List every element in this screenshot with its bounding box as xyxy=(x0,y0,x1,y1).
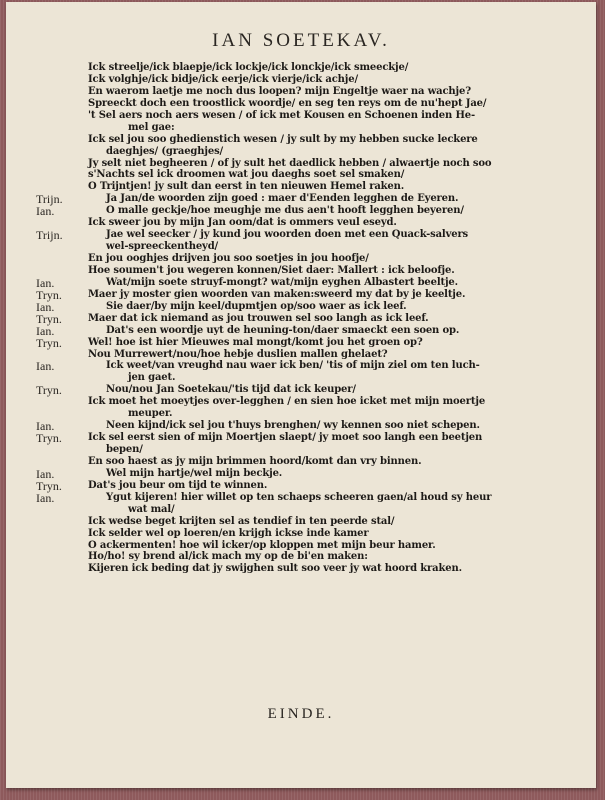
verse-line xyxy=(6,62,596,74)
speaker-label: Trijn. xyxy=(36,192,63,207)
speaker-label: Ian. xyxy=(36,419,55,434)
speaker-label: Ian. xyxy=(36,323,55,338)
verse-line xyxy=(6,504,596,516)
verse-text: O ackermenten! hoe wil icker/op kloppen met mijn beur hamer. xyxy=(88,539,436,551)
verse-text: wat mal/ xyxy=(128,503,175,515)
verse-text: Ick sweer jou by mijn Jan oom/dat is ommers veul eseyd. xyxy=(88,217,397,229)
verse-line xyxy=(6,480,596,492)
verse-line xyxy=(6,468,596,480)
verse-text: Ygut kijeren! hier willet op ten schaeps scheeren gaen/al houd sy heur xyxy=(106,491,492,503)
verse-line xyxy=(6,74,596,86)
verse-line xyxy=(6,110,596,122)
speaker-label: Tryn. xyxy=(36,383,62,398)
verse-text: Ick moet het moeytjes over-legghen / en sien hoe icket met mijn moertje xyxy=(88,396,486,408)
verse-text: 't Sel aers noch aers wesen / of ick met Kousen en Schoenen inden He- xyxy=(88,109,475,121)
verse-line xyxy=(6,146,596,158)
verse-text: Ick volghje/ick bidje/ick eerje/ick vierje/ick achje/ xyxy=(88,73,358,85)
verse-text: O Trijntjen! jy sult dan eerst in ten nieuwen Hemel raken. xyxy=(88,181,405,193)
verse-line xyxy=(6,349,596,361)
speaker-label: Ian. xyxy=(36,299,55,314)
verse-line xyxy=(6,360,596,372)
verse-line xyxy=(6,205,596,217)
verse-line xyxy=(6,516,596,528)
verse-text: Wat/mijn soete struyf-mongt? wat/mijn eyghen Albastert beeltje. xyxy=(106,276,458,288)
verse-text: wel-spreeckentheyd/ xyxy=(106,241,219,253)
verse-text: Spreeckt doch een troostlick woordje/ en seg ten reys om de nu'hept Jae/ xyxy=(88,97,487,109)
verse-text: Ick weet/van vreughd nau waer ick ben/ 'tis of mijn ziel om ten luch- xyxy=(106,360,480,372)
verse-line xyxy=(6,492,596,504)
verse-text: Jy selt niet begheeren / of jy sult het daedlick hebben / alwaertje noch soo xyxy=(88,157,492,169)
verse-line xyxy=(6,528,596,540)
verse-line xyxy=(6,563,596,575)
verse-text: Wel! hoe ist hier Mieuwes mal mongt/komt jou het groen op? xyxy=(88,336,423,348)
finis-text: EINDE. xyxy=(267,706,335,722)
verse-line xyxy=(6,229,596,241)
speaker-label: Ian. xyxy=(36,275,55,290)
verse-text: Dat's een woordje uyt de heuning-ton/daer smaeckt een soen op. xyxy=(106,324,460,336)
verse-line xyxy=(6,265,596,277)
verse-line xyxy=(6,301,596,313)
verse-text: Kijeren ick beding dat jy swijghen sult soo veer jy wat hoord kraken. xyxy=(88,563,462,575)
verse-line xyxy=(6,408,596,420)
verse-lines xyxy=(6,62,596,575)
speaker-label: Ian. xyxy=(36,359,55,374)
verse-text: O malle geckje/hoe meughje me dus aen't hooft legghen beyeren/ xyxy=(106,205,464,217)
speaker-label: Ian. xyxy=(36,204,55,219)
verse-line xyxy=(6,181,596,193)
verse-text: En waerom laetje me noch dus loopen? mijn Engeltje waer na wachje? xyxy=(88,85,471,97)
verse-line xyxy=(6,193,596,205)
verse-line xyxy=(6,253,596,265)
verse-line xyxy=(6,313,596,325)
verse-line xyxy=(6,134,596,146)
verse-text: s'Nachts sel ick droomen wat jou daeghs soet sel smaken/ xyxy=(88,169,405,181)
verse-text: daeghjes/ (graeghjes/ xyxy=(106,145,224,157)
verse-line xyxy=(6,396,596,408)
verse-text: mel gae: xyxy=(128,121,175,133)
verse-text: En soo haest as jy mijn brimmen hoord/komt dan vry binnen. xyxy=(88,455,422,467)
verse-text: En jou ooghjes drijven jou soo soetjes in jou hoofje/ xyxy=(88,253,369,264)
verse-text: bepen/ xyxy=(106,444,143,455)
verse-line xyxy=(6,158,596,170)
verse-text: Ick selder wel op loeren/en krijgh ickse inde kamer xyxy=(88,527,369,539)
verse-text: meuper. xyxy=(128,408,173,420)
speaker-label: Tryn. xyxy=(36,335,62,350)
speaker-label: Ian. xyxy=(36,466,55,481)
verse-line xyxy=(6,551,596,563)
verse-text: Ick streelje/ick blaepje/ick lockje/ick lonckje/ick smeeckje/ xyxy=(88,62,409,73)
verse-text: Ja Jan/de woorden zijn goed : maer d'Eenden legghen de Eyeren. xyxy=(106,193,459,205)
verse-text: Jae wel seecker / jy kund jou woorden doen met een Quack-salvers xyxy=(106,229,469,241)
verse-text: Neen kijnd/ick sel jou t'huys brenghen/ wy kennen soo niet schepen. xyxy=(106,420,480,432)
verse-text: Sie daer/by mijn keel/dupmtjen op/soo waer as ick leef. xyxy=(106,300,407,312)
speaker-label: Tryn. xyxy=(36,311,62,326)
verse-line xyxy=(6,384,596,396)
verse-text: Nou Murrewert/nou/hoe hebje duslien mallen ghelaet? xyxy=(88,348,388,360)
verse-text: Maer dat ick niemand as jou trouwen sel soo langh as ick leef. xyxy=(88,312,429,324)
verse-text: Ho/ho! sy brend al/ick mach my op de bi'en maken: xyxy=(88,551,368,563)
verse-line xyxy=(6,540,596,552)
verse-text: Nou/nou Jan Soetekau/'tis tijd dat ick keuper/ xyxy=(106,384,356,396)
book-page xyxy=(6,2,596,788)
verse-text: jen gaet. xyxy=(128,372,176,384)
verse-line xyxy=(6,456,596,468)
verse-line xyxy=(6,325,596,337)
verse-line xyxy=(6,122,596,134)
verse-line xyxy=(6,432,596,444)
verse-text: Hoe soumen't jou wegeren konnen/Siet daer: Mallert : ick beloofje. xyxy=(88,264,455,276)
verse-line xyxy=(6,289,596,301)
speaker-label: Trijn. xyxy=(36,228,63,243)
verse-line xyxy=(6,372,596,384)
verse-line xyxy=(6,444,596,456)
speaker-label: Tryn. xyxy=(36,478,62,493)
verse-text: Wel mijn hartje/wel mijn beckje. xyxy=(106,467,283,479)
speaker-label: Ian. xyxy=(36,490,55,505)
verse-line xyxy=(6,217,596,229)
verse-line xyxy=(6,86,596,98)
verse-line xyxy=(6,98,596,110)
verse-text: Ick sel eerst sien of mijn Moertjen slaept/ jy moet soo langh een beetjen xyxy=(88,432,483,444)
verse-line xyxy=(6,337,596,349)
verse-text: Maer jy moster gien woorden van maken:sweerd my dat by je keeltje. xyxy=(88,288,466,300)
verse-line xyxy=(6,169,596,181)
page-title: IAN SOETEKAV. xyxy=(212,30,390,51)
speaker-label: Tryn. xyxy=(36,431,62,446)
verse-line xyxy=(6,241,596,253)
verse-text: Ick wedse beget krijten sel as tendief in ten peerde stal/ xyxy=(88,515,395,527)
verse-line xyxy=(6,277,596,289)
speaker-label: Tryn. xyxy=(36,287,62,302)
verse-text: Ick sel jou soo ghedienstich wesen / jy sult by my hebben sucke leckere xyxy=(88,133,478,145)
verse-line xyxy=(6,420,596,432)
verse-text: Dat's jou beur om tijd te winnen. xyxy=(88,479,268,491)
